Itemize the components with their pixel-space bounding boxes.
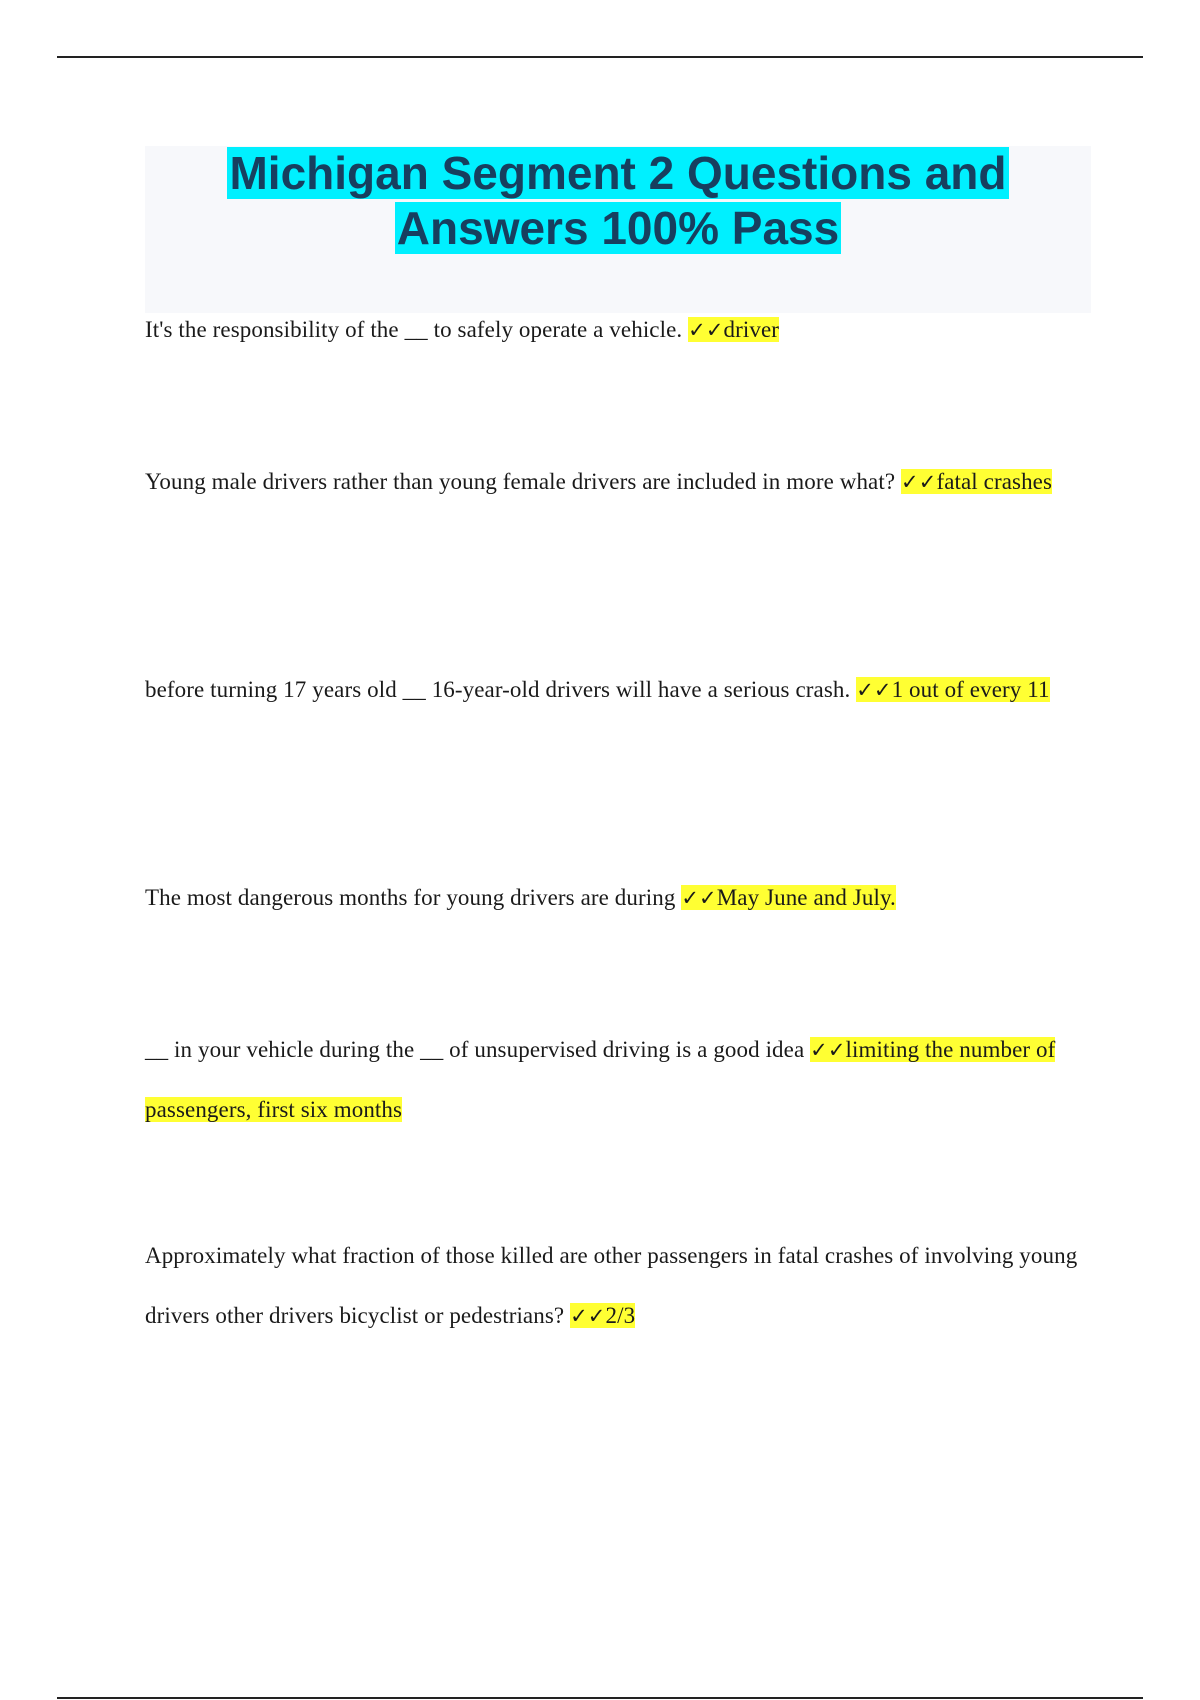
question-text: The most dangerous months for young drivers are during — [145, 885, 676, 910]
answer-text: May June and July. — [716, 885, 896, 910]
double-check-icon: ✓✓ — [856, 678, 892, 702]
answer-text: 1 out of every 11 — [891, 677, 1050, 702]
header-rule — [57, 56, 1143, 58]
qa-item-1 — [145, 300, 1085, 360]
answer-highlight — [681, 885, 896, 910]
document-title — [145, 146, 1091, 256]
qa-item-6 — [145, 1226, 1085, 1346]
answer-highlight — [856, 677, 1049, 702]
title-highlight: Michigan Segment 2 Questions and Answers 100% Pass — [229, 147, 1007, 254]
question-text: Approximately what fraction of those killed are other passengers in fatal crashes of involving young drivers other drivers bicyclist or pedestrians? — [145, 1243, 1078, 1328]
footer-rule — [57, 1697, 1143, 1699]
answer-text: 2/3 — [605, 1303, 636, 1328]
question-text: __ in your vehicle during the __ of unsupervised driving is a good idea — [145, 1037, 805, 1062]
question-text: It's the responsibility of the __ to safely operate a vehicle. — [145, 317, 683, 342]
title-banner — [145, 146, 1091, 313]
qa-item-2 — [145, 452, 1085, 512]
double-check-icon: ✓✓ — [810, 1038, 846, 1062]
double-check-icon: ✓✓ — [681, 886, 717, 910]
answer-text: fatal crashes — [936, 469, 1053, 494]
qa-item-4 — [145, 868, 1085, 928]
answer-highlight — [570, 1303, 635, 1328]
answer-text: limiting the number of passengers, first six months — [145, 1037, 1056, 1122]
double-check-icon: ✓✓ — [570, 1304, 606, 1328]
double-check-icon: ✓✓ — [901, 470, 937, 494]
answer-highlight — [688, 317, 779, 342]
answer-highlight — [901, 469, 1052, 494]
double-check-icon: ✓✓ — [688, 318, 724, 342]
qa-item-5 — [145, 1020, 1085, 1140]
qa-item-3 — [145, 660, 1085, 720]
answer-text: driver — [723, 317, 780, 342]
question-text: before turning 17 years old __ 16-year-old drivers will have a serious crash. — [145, 677, 851, 702]
question-text: Young male drivers rather than young female drivers are included in more what? — [145, 469, 896, 494]
